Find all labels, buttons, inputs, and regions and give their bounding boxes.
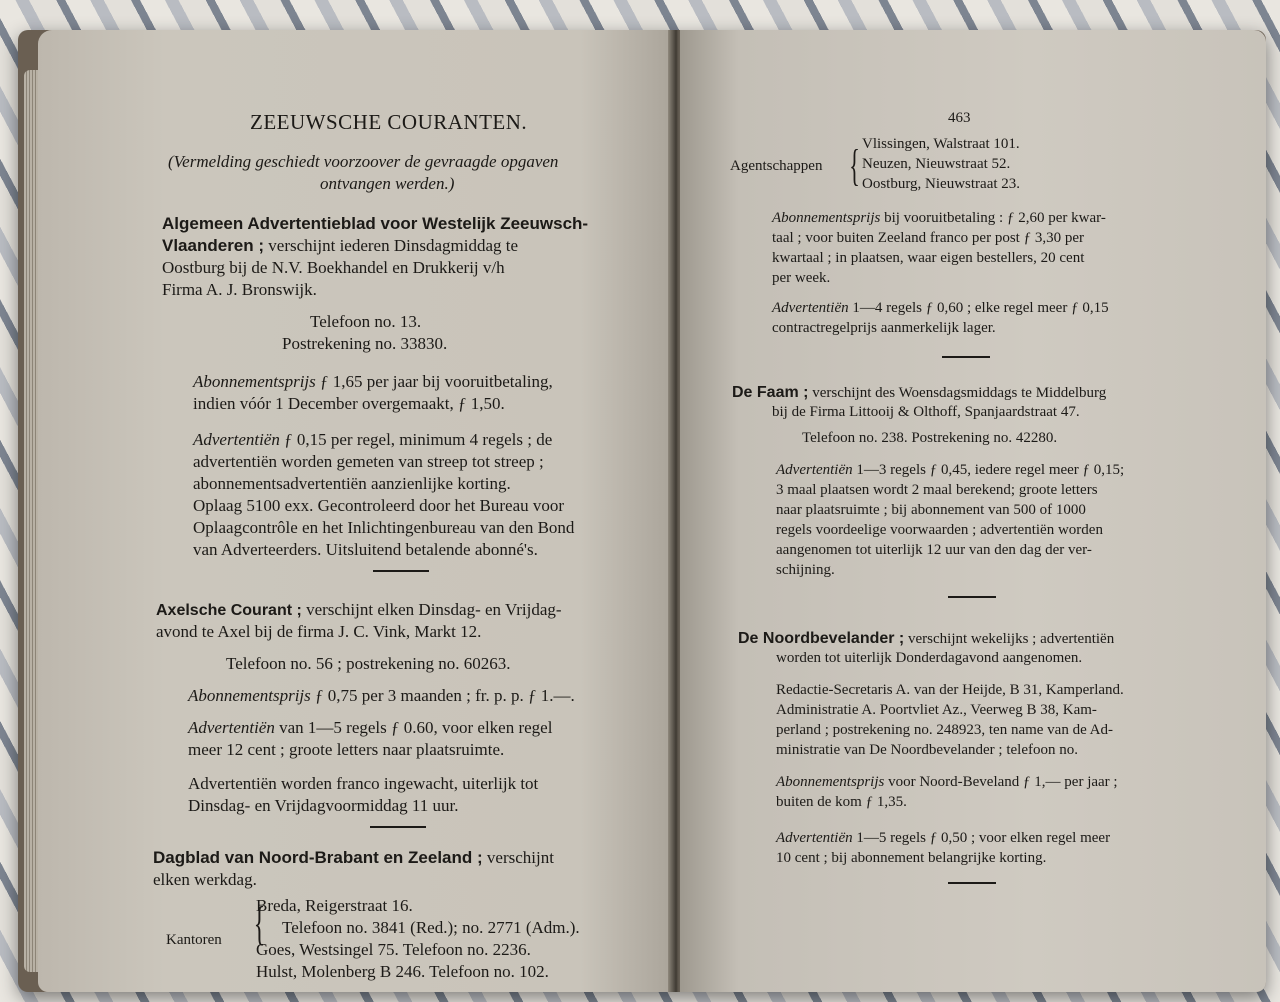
advertentien-line-3: abonnementsadvertentiën aanzienlijke korting. <box>193 474 511 493</box>
oplaag-line-1: Oplaag 5100 exx. Gecontroleerd door het Bureau voor <box>193 496 565 515</box>
advertentien-line-2: 10 cent ; bij abonnement belangrijke korting. <box>776 850 1047 866</box>
abonnement-label: Abonnementsprijs <box>776 774 885 790</box>
entry-text: verschijnt iederen Dinsdagmiddag te <box>268 236 519 255</box>
section-divider <box>948 596 996 598</box>
entry-text: verschijnt des Woensdagsmiddags te Middelburg <box>812 385 1107 401</box>
entry-text: verschijnt elken Dinsdag- en Vrijdag- <box>306 600 562 619</box>
entry-line <box>153 848 554 868</box>
advertentien-label: Advertentiën <box>188 718 275 737</box>
kantoor-2: Goes, Westsingel 75. Telefoon no. 2236. <box>256 940 531 959</box>
abonnement-line-2: buiten de kom ƒ 1,35. <box>776 794 907 810</box>
advertentien-line-5: aangenomen tot uiterlijk 12 uur van den dag der ver- <box>776 542 1092 558</box>
advertentien-line-2: meer 12 cent ; groote letters naar plaatsruimte. <box>188 740 505 759</box>
entry-name: De Faam ; <box>732 384 809 401</box>
franco-line-1: Advertentiën worden franco ingewacht, uiterlijk tot <box>188 774 539 793</box>
oplaag-line-3: van Adverteerders. Uitsluitend betalende abonné's. <box>193 540 538 559</box>
advertentien-text: 1—3 regels ƒ 0,45, iedere regel meer ƒ 0,15; <box>856 462 1125 478</box>
advertentien-text: van 1—5 regels ƒ 0.60, voor elken regel <box>279 718 553 737</box>
entry-name: Dagblad van Noord-Brabant en Zeeland ; <box>153 848 483 867</box>
entry-line: worden tot uiterlijk Donderdagavond aangenomen. <box>776 650 1083 666</box>
abonnement-line <box>776 774 1118 791</box>
section-divider <box>948 882 996 884</box>
advertentien-line <box>776 462 1124 479</box>
abonnement-line-4: per week. <box>772 270 831 286</box>
advertentien-line <box>772 300 1109 317</box>
telefoon: Telefoon no. 238. Postrekening no. 42280. <box>802 430 1058 446</box>
abonnement-text: ƒ 0,75 per 3 maanden ; fr. p. p. ƒ 1.—. <box>315 686 575 705</box>
kantoren-label: Kantoren <box>166 932 222 948</box>
entry-name: Axelsche Courant ; <box>156 602 302 619</box>
kantoor-1-telefoon: Telefoon no. 3841 (Red.); no. 2771 (Adm.). <box>282 918 580 937</box>
advertentien-label: Advertentiën <box>776 830 853 846</box>
brace-icon: { <box>253 897 266 950</box>
abonnement-line-2: indien vóór 1 December overgemaakt, ƒ 1,50. <box>193 394 505 413</box>
note-line-1: (Vermelding geschiedt voorzoover de gevraagde opgaven <box>168 152 559 171</box>
redactie-line-4: ministratie van De Noordbevelander ; telefoon no. <box>776 742 1078 758</box>
advertentien-line <box>188 718 552 738</box>
redactie-line-2: Administratie A. Poortvliet Az., Veerweg B 38, Kam- <box>776 702 1097 718</box>
open-book <box>18 30 1266 992</box>
abonnement-line <box>193 372 553 392</box>
entry-line <box>162 236 518 256</box>
advertentien-text: ƒ 0,15 per regel, minimum 4 regels ; de <box>284 430 553 449</box>
entry-line: bij de Firma Littooij & Olthoff, Spanjaardstraat 47. <box>772 404 1080 420</box>
note-line-2: ontvangen werden.) <box>320 174 455 193</box>
entry-line <box>738 630 1114 648</box>
postrekening: Postrekening no. 33830. <box>282 334 448 353</box>
abonnement-label: Abonnementsprijs <box>188 686 311 705</box>
advertentien-label: Advertentiën <box>776 462 853 478</box>
advertentien-line <box>776 830 1110 847</box>
abonnement-line-3: kwartaal ; in plaatsen, waar eigen bestellers, 20 cent <box>772 250 1085 266</box>
redactie-line-3: perland ; postrekening no. 248923, ten name van de Ad- <box>776 722 1114 738</box>
advertentien-line-6: schijning. <box>776 562 835 578</box>
brace-icon: { <box>849 141 860 190</box>
advertentien-label: Advertentiën <box>193 430 280 449</box>
kantoor-3: Hulst, Molenberg B 246. Telefoon no. 102. <box>256 962 549 981</box>
advertentien-line-2: advertentiën worden gemeten van streep tot streep ; <box>193 452 544 471</box>
agent-2: Neuzen, Nieuwstraat 52. <box>862 156 1011 172</box>
kantoor-1: Breda, Reigerstraat 16. <box>256 896 413 915</box>
advertentien-line-2: 3 maal plaatsen wordt 2 maal berekend; groote letters <box>776 482 1098 498</box>
entry-text: verschijnt wekelijks ; advertentiën <box>908 631 1115 647</box>
oplaag-line-2: Oplaagcontrôle en het Inlichtingenbureau van den Bond <box>193 518 575 537</box>
abonnement-line <box>772 210 1106 227</box>
entry-line: Firma A. J. Bronswijk. <box>162 280 317 299</box>
entry-name: De Noordbevelander ; <box>738 630 905 647</box>
telefoon: Telefoon no. 13. <box>310 312 422 331</box>
agent-1: Vlissingen, Walstraat 101. <box>862 136 1020 152</box>
entry-text: verschijnt <box>486 848 554 867</box>
section-divider <box>370 826 426 828</box>
franco-line-2: Dinsdag- en Vrijdagvoormiddag 11 uur. <box>188 796 459 815</box>
page-number: 463 <box>948 110 971 126</box>
advertentien-line-4: regels voordeelige voorwaarden ; advertentiën worden <box>776 522 1103 538</box>
telefoon: Telefoon no. 56 ; postrekening no. 60263. <box>226 654 511 673</box>
advertentien-line <box>193 430 552 450</box>
agent-3: Oostburg, Nieuwstraat 23. <box>862 176 1021 192</box>
entry-name-cont: Vlaanderen ; <box>162 236 265 255</box>
left-page <box>38 30 676 992</box>
entry-line <box>156 600 562 620</box>
advertentien-text: 1—5 regels ƒ 0,50 ; voor elken regel meer <box>856 830 1111 846</box>
entry-line: avond te Axel bij de firma J. C. Vink, Markt 12. <box>156 622 482 641</box>
advertentien-text: 1—4 regels ƒ 0,60 ; elke regel meer ƒ 0,15 <box>852 300 1109 316</box>
abonnement-text: voor Noord-Beveland ƒ 1,— per jaar ; <box>888 774 1118 790</box>
page-title: ZEEUWSCHE COURANTEN. <box>250 110 528 134</box>
abonnement-label: Abonnementsprijs <box>193 372 316 391</box>
section-divider <box>942 356 990 358</box>
abonnement-line <box>188 686 575 706</box>
agentschappen-label: Agentschappen <box>730 158 823 174</box>
abonnement-label: Abonnementsprijs <box>772 210 881 226</box>
right-page <box>680 30 1266 992</box>
entry-line: elken werkdag. <box>153 870 257 889</box>
entry-line: Oostburg bij de N.V. Boekhandel en Drukkerij v/h <box>162 258 505 277</box>
entry-name: Algemeen Advertentieblad voor Westelijk Zeeuwsch- <box>162 214 589 233</box>
abonnement-text: ƒ 1,65 per jaar bij vooruitbetaling, <box>320 372 553 391</box>
advertentien-label: Advertentiën <box>772 300 849 316</box>
entry-line <box>732 384 1106 402</box>
advertentien-line-2: contractregelprijs aanmerkelijk lager. <box>772 320 996 336</box>
abonnement-line-2: taal ; voor buiten Zeeland franco per post ƒ 3,30 per <box>772 230 1084 246</box>
abonnement-text: bij vooruitbetaling : ƒ 2,60 per kwar- <box>884 210 1106 226</box>
redactie-line-1: Redactie-Secretaris A. van der Heijde, B 31, Kamperland. <box>776 682 1124 698</box>
advertentien-line-3: naar plaatsruimte ; bij abonnement van 500 of 1000 <box>776 502 1086 518</box>
section-divider <box>373 570 429 572</box>
